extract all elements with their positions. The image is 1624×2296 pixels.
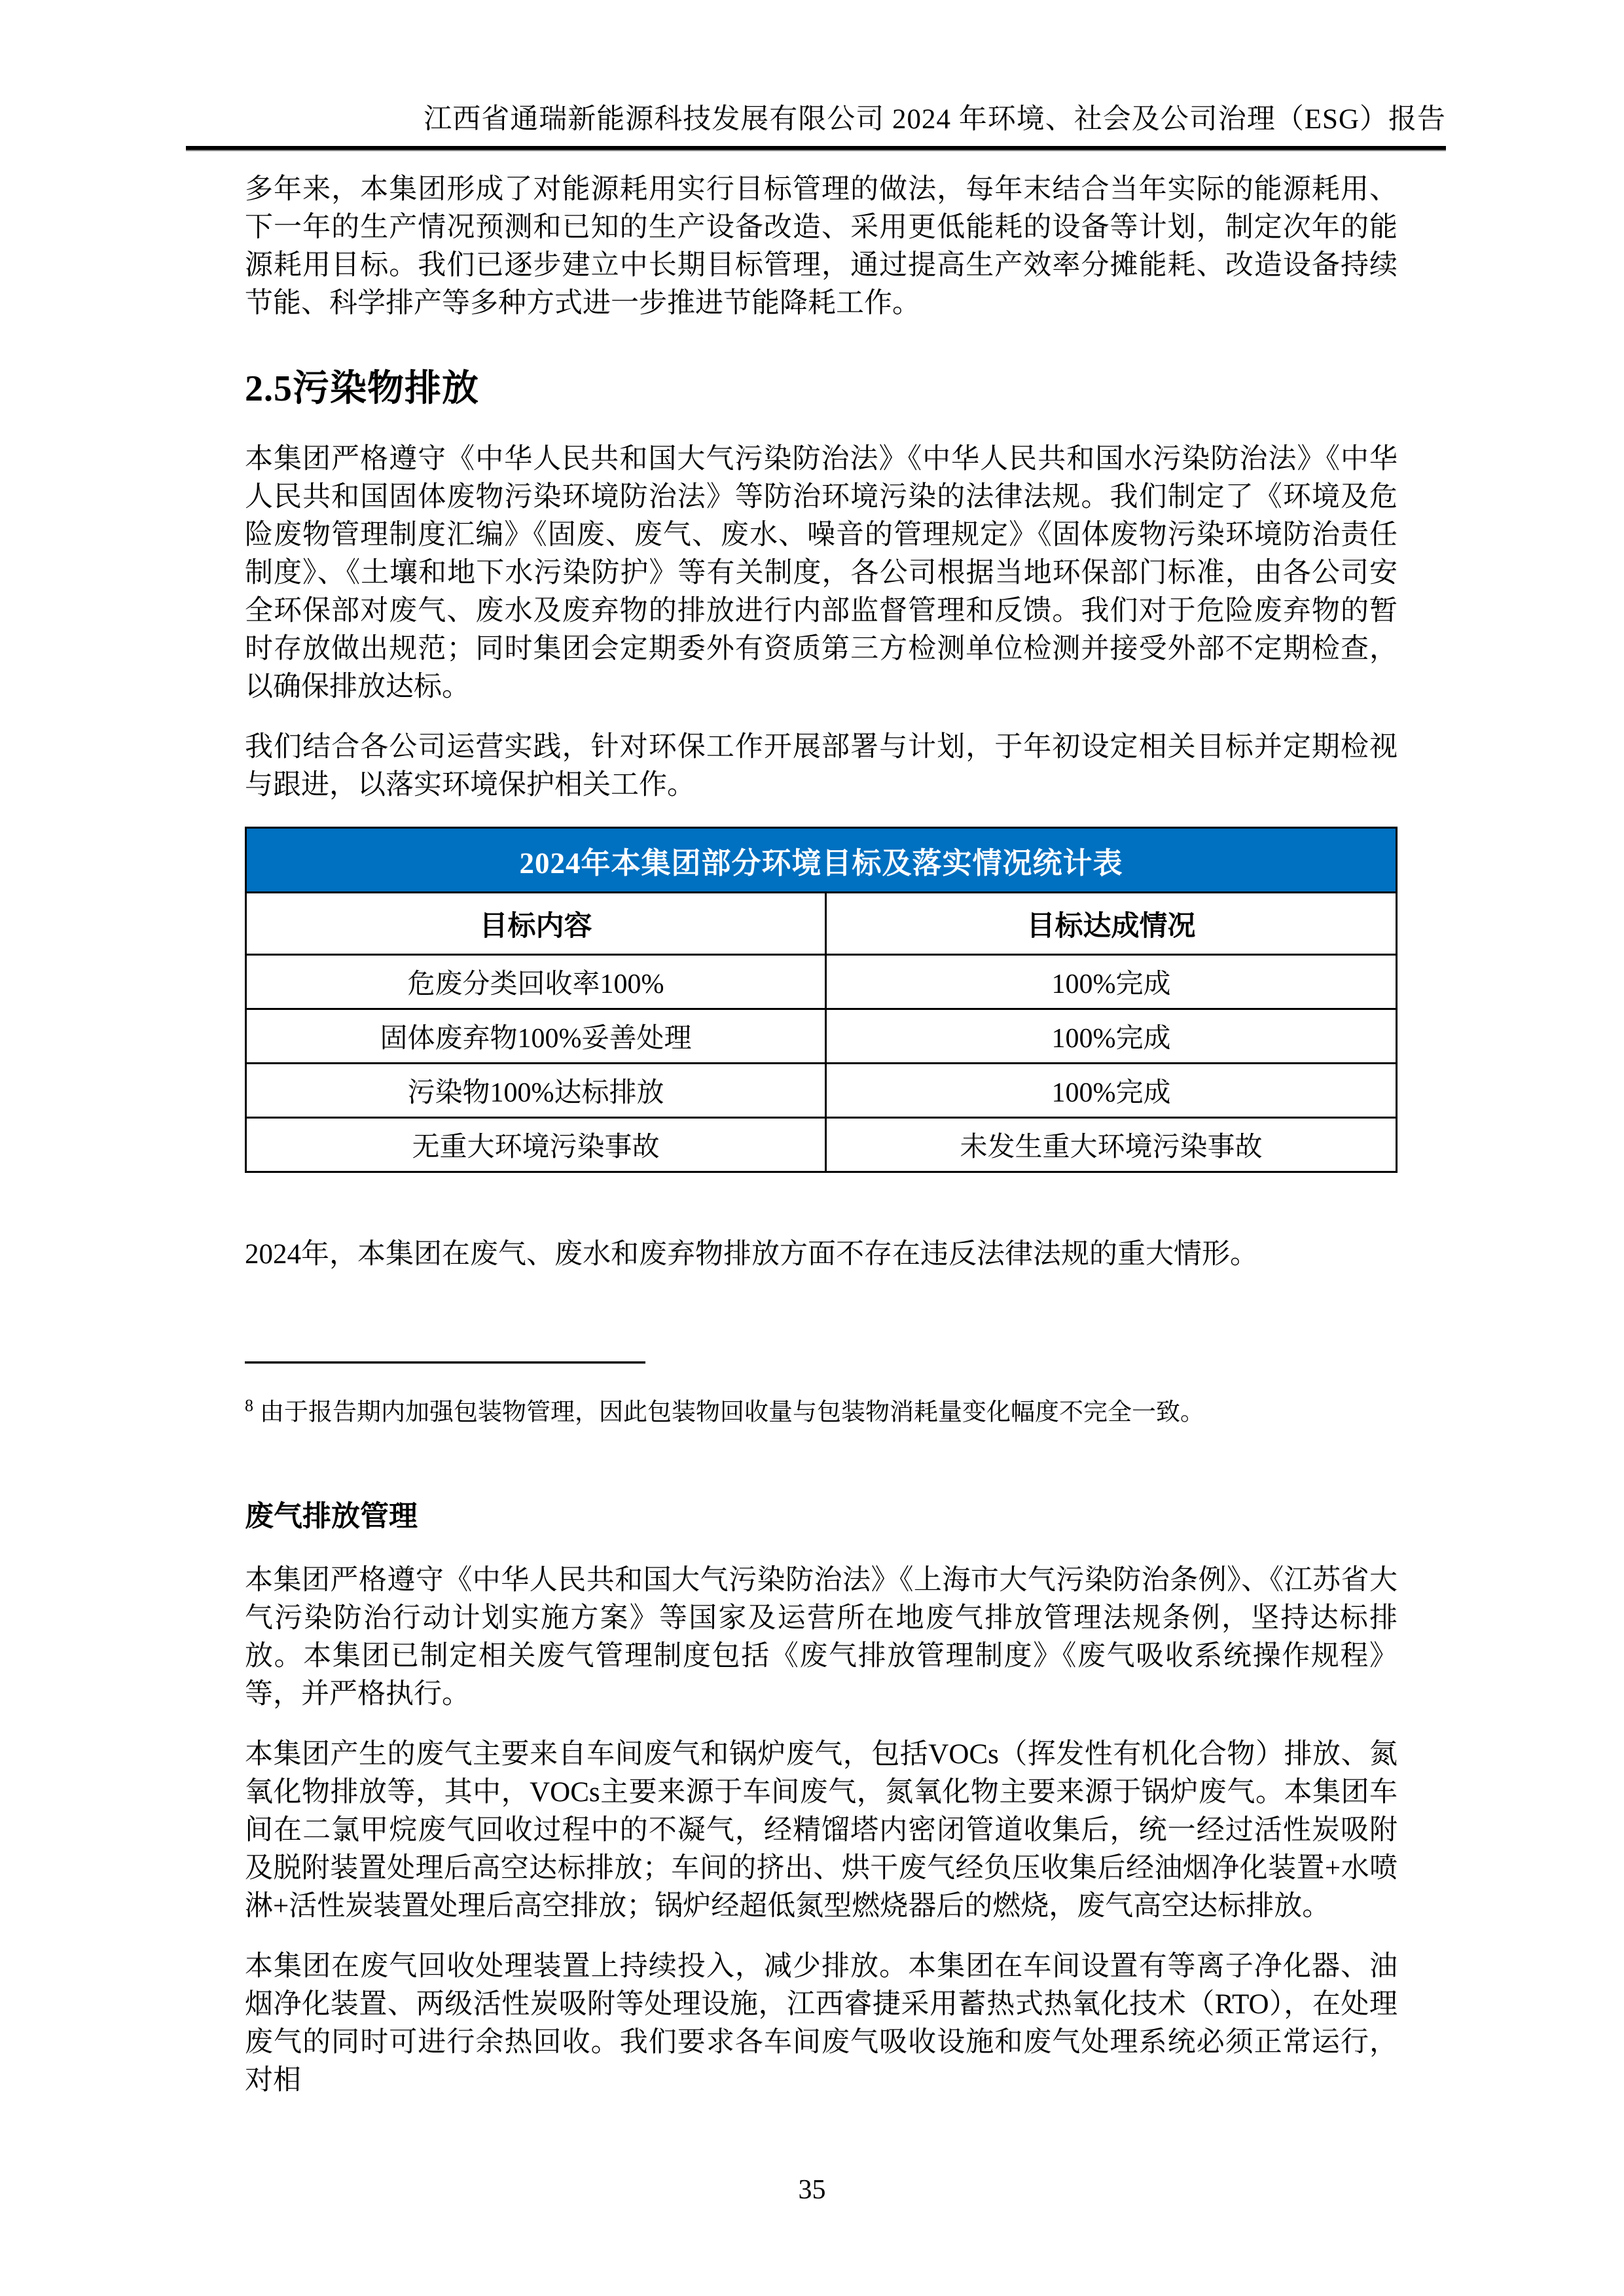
target-cell: 无重大环境污染事故 (246, 1118, 826, 1172)
page-content (245, 171, 1398, 2100)
table-row (246, 1064, 1397, 1118)
footnote (245, 1389, 1398, 1429)
header-rule (186, 146, 1446, 151)
target-cell: 固体废弃物100%妥善处理 (246, 1009, 826, 1064)
waste-gas-regulation-paragraph: 本集团严格遵守《中华人民共和国大气污染防治法》《上海市大气污染防治条例》、《江苏省大气污染防治行动计划实施方案》等国家及运营所在地废气排放管理法规条例，坚持达标排放。本集团已制定相关废气管理制度包括《废气排放管理制度》《废气吸收系统操作规程》等，并严格执行。 (245, 1565, 1398, 1710)
waste-gas-heading: 废气排放管理 (245, 1500, 418, 1533)
status-cell: 未发生重大环境污染事故 (826, 1118, 1397, 1172)
page-number: 35 (798, 2175, 826, 2205)
column-header-status: 目标达成情况 (826, 893, 1397, 955)
pollutant-compliance-paragraph: 本集团严格遵守《中华人民共和国大气污染防治法》《中华人民共和国水污染防治法》《中华人民共和国固体废物污染环境防治法》等防治环境污染的法律法规。我们制定了《环境及危险废物管理制度汇编》《固废、废气、废水、噪音的管理规定》《固体废物污染环境防治责任制度》、《土壤和地下水污染防护》等有关制度，各公司根据当地环保部门标准，由各公司安全环保部对废气、废水及废弃物的排放进行内部监督管理和反馈。我们对于危险废弃物的暂时存放做出规范；同时集团会定期委外有资质第三方检测单位检测并接受外部不定期检查，以确保排放达标。 (245, 444, 1398, 702)
annual-compliance-statement: 2024年，本集团在废气、废水和废弃物排放方面不存在违反法律法规的重大情形。 (245, 1239, 1258, 1270)
table-row (246, 1009, 1397, 1064)
waste-gas-investment-paragraph: 本集团在废气回收处理装置上持续投入，减少排放。本集团在车间设置有等离子净化器、油烟净化装置、两级活性炭吸附等处理设施，江西睿捷采用蓄热式热氧化技术（RTO），在处理废气的同时可进行余热回收。我们要求各车间废气吸收设施和废气处理系统必须正常运行，对相 (245, 1951, 1398, 2096)
table-header-row (246, 893, 1397, 955)
footnote-marker: 8 (245, 1396, 253, 1415)
status-cell: 100%完成 (826, 1064, 1397, 1118)
section-heading-2-5 (245, 359, 1398, 412)
target-cell: 危废分类回收率100% (246, 955, 826, 1009)
waste-gas-sources-paragraph: 本集团产生的废气主要来自车间废气和锅炉废气，包括VOCs（挥发性有机化合物）排放、氮氧化物排放等，其中，VOCs主要来源于车间废气，氮氧化物主要来源于锅炉废气。本集团车间在二氯甲烷废气回收过程中的不凝气，经精馏塔内密闭管道收集后，统一经过活性炭吸附及脱附装置处理后高空达标排放；车间的挤出、烘干废气经负压收集后经油烟净化装置+水喷淋+活性炭装置处理后高空排放；锅炉经超低氮型燃烧器后的燃烧，废气高空达标排放。 (245, 1739, 1398, 1922)
energy-target-paragraph: 多年来，本集团形成了对能源耗用实行目标管理的做法，每年末结合当年实际的能源耗用、下一年的生产情况预测和已知的生产设备改造、采用更低能耗的设备等计划，制定次年的能源耗用目标。我们已逐步建立中长期目标管理，通过提高生产效率分摊能耗、改造设备持续节能、科学排产等多种方式进一步推进节能降耗工作。 (245, 174, 1398, 319)
running-header (186, 97, 1446, 151)
section-title: 污染物排放 (293, 368, 479, 409)
footnote-separator (245, 1361, 645, 1364)
target-cell: 污染物100%达标排放 (246, 1064, 826, 1118)
status-cell: 100%完成 (826, 1009, 1397, 1064)
section-number: 2.5 (245, 368, 293, 409)
table-row (246, 1118, 1397, 1172)
table-title-row (246, 828, 1397, 893)
environment-targets-table (245, 827, 1398, 1173)
table-row (246, 955, 1397, 1009)
report-header-title: 江西省通瑞新能源科技发展有限公司 2024 年环境、社会及公司治理（ESG）报告 (424, 104, 1446, 135)
status-cell: 100%完成 (826, 955, 1397, 1009)
environment-planning-paragraph: 我们结合各公司运营实践，针对环保工作开展部署与计划，于年初设定相关目标并定期检视与跟进，以落实环境保护相关工作。 (245, 732, 1398, 800)
table-title: 2024年本集团部分环境目标及落实情况统计表 (246, 828, 1397, 893)
column-header-target: 目标内容 (246, 893, 826, 955)
footnote-text: 由于报告期内加强包装物管理，因此包装物回收量与包装物消耗量变化幅度不完全一致。 (260, 1399, 1204, 1426)
